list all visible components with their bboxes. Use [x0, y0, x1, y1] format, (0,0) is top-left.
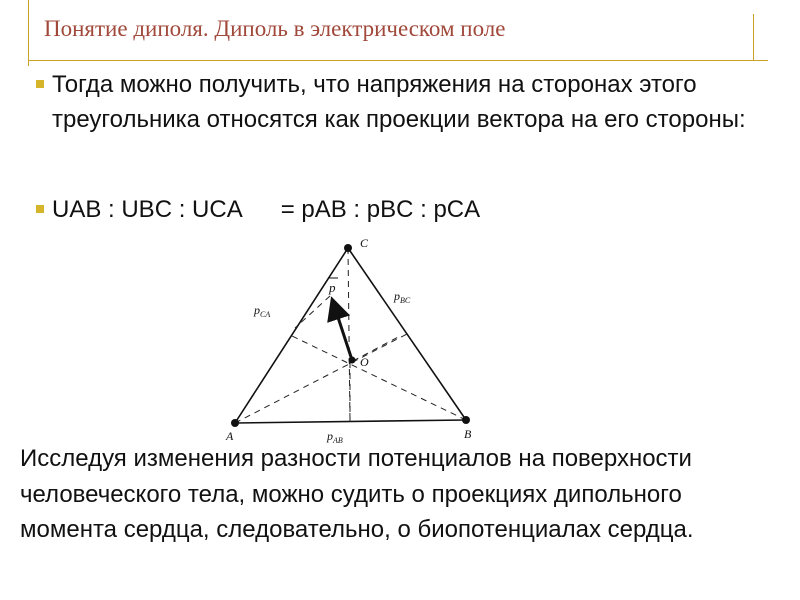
bullet-item	[52, 67, 752, 137]
vertex-a-label: A	[226, 429, 234, 443]
label-pab: $p_{AB}$	[327, 429, 343, 445]
decorative-right-line	[753, 14, 754, 60]
bullet-item	[52, 192, 752, 227]
vertex-c-label: C	[360, 236, 369, 250]
median-from-a	[235, 334, 407, 423]
projection-ratio: = pAB : pBC : pCA	[280, 196, 481, 223]
bullet-square-icon	[36, 80, 44, 88]
medians-group	[235, 248, 466, 423]
vector-p-label: p	[329, 280, 336, 295]
bullet-text: Тогда можно получить, что напряжения на сторонах этого треугольника относятся как проекции вектора на его стороны:	[52, 71, 746, 133]
center-o-label: O	[360, 355, 369, 369]
conclusion-paragraph: Исследуя изменения разности потенциалов на поверхности человеческого тела, можно судить о проекциях дипольного момента сердца, следовательно, о биопотенциалах сердца.	[20, 445, 694, 543]
voltage-ratio: UAB : UBC : UCA	[52, 196, 243, 223]
dipole-triangle-figure	[200, 226, 500, 446]
vertex-b-label: B	[464, 427, 472, 441]
decorative-horizontal-line	[28, 60, 768, 61]
center-o-dot	[349, 357, 356, 364]
triangle-side-bc	[348, 248, 466, 420]
dipole-vector-arrow	[333, 302, 352, 360]
vertex-a-dot	[231, 419, 239, 427]
bullet-square-icon	[36, 205, 44, 213]
triangle-side-ca	[235, 248, 348, 423]
label-pbc: $p_{BC}$	[394, 289, 411, 305]
median-from-b	[292, 336, 466, 420]
label-pca: $p_{CA}$	[254, 303, 271, 319]
vertex-c-dot	[344, 244, 352, 252]
vertex-b-dot	[462, 416, 470, 424]
slide-title: Понятие диполя. Диполь в электрическом поле	[44, 16, 506, 41]
decorative-vertical-line	[28, 0, 29, 66]
